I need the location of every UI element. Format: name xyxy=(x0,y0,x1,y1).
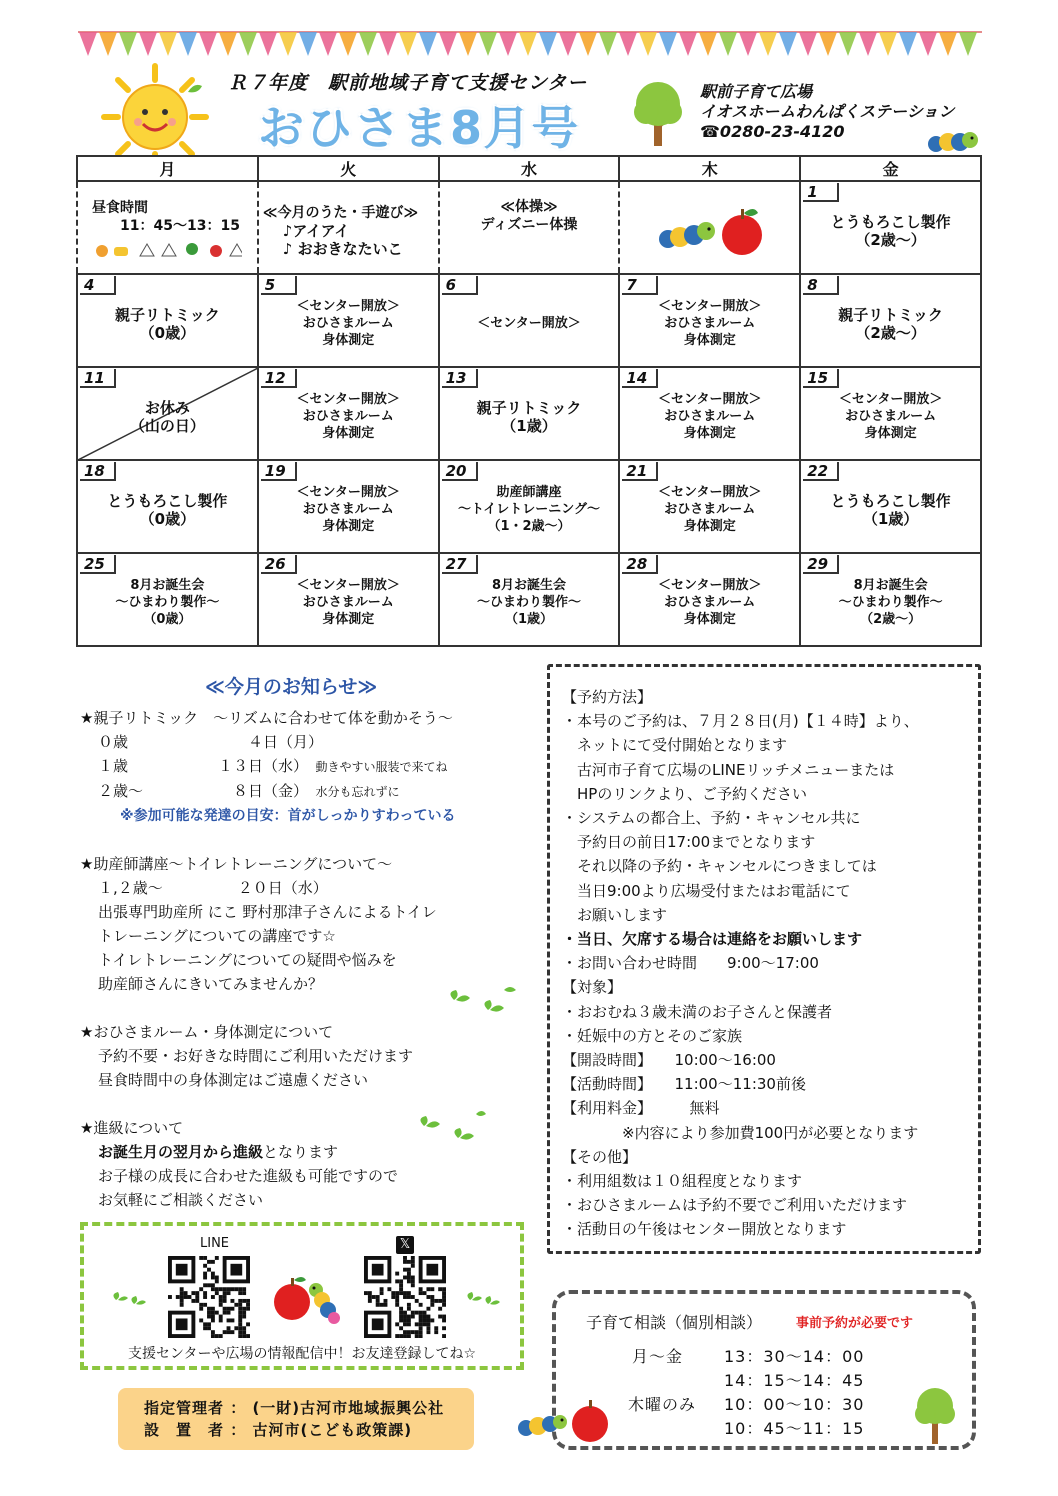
day-number: 13 xyxy=(442,369,478,388)
bunting-flag xyxy=(659,32,677,56)
day-event: とうもろこし製作 （0歳） xyxy=(107,491,228,528)
calendar-day-5 xyxy=(258,274,439,367)
bunting-flag xyxy=(799,32,817,56)
calendar-day-19 xyxy=(258,460,439,553)
calendar-day-27 xyxy=(439,553,620,646)
qr-caption: 支援センターや広場の情報配信中！お友達登録してね☆ xyxy=(128,1346,476,1362)
day-event: 助産師講座 ～トイレトレーニング～ （1・2歳～） xyxy=(457,485,601,534)
sprout-icon xyxy=(462,1284,502,1308)
calendar-week-3 xyxy=(77,367,981,460)
rhythm-age-2-note: 水分も忘れずに xyxy=(315,785,400,799)
weekday-thu: 木 xyxy=(619,156,800,181)
day-number: 7 xyxy=(622,276,658,295)
day-event: ＜センター開放＞ おひさまルーム 身体測定 xyxy=(296,578,400,627)
calendar-day-6 xyxy=(439,274,620,367)
reservation-line: ・活動日の午後はセンター開放となります xyxy=(562,1220,847,1239)
bunting-flag xyxy=(759,32,777,56)
notices-title: ≪今月のお知らせ≫ xyxy=(205,676,378,698)
calendar-week-4 xyxy=(77,460,981,553)
rhythm-age-2 xyxy=(80,779,540,804)
bunting-flag xyxy=(739,32,757,56)
day-event: 親子リトミック （2歳～） xyxy=(838,305,943,342)
bunting-flag xyxy=(459,32,477,56)
bunting-flag xyxy=(279,32,297,56)
reservation-line: 予約日の前日17:00までとなります xyxy=(562,833,816,852)
midwife-title: ★助産師講座～トイレトレーニングについて～ xyxy=(80,855,393,873)
tree-icon xyxy=(630,78,686,148)
reservation-line: ・本号のご予約は、７月２８日(月)【１４時】より、 xyxy=(562,712,919,731)
day-number: 26 xyxy=(261,555,297,574)
weekday-wed: 水 xyxy=(439,156,620,181)
reservation-info-box xyxy=(547,664,981,1254)
advance-line-2: お子様の成長に合わせた進級も可能ですので xyxy=(98,1167,399,1185)
calendar-day-21 xyxy=(619,460,800,553)
day-event: 8月お誕生会 ～ひまわり製作～ （0歳） xyxy=(115,578,220,627)
consult-time-4: 10：45～11：15 xyxy=(724,1419,865,1438)
consult-time-1: 13：30～14：00 xyxy=(724,1347,865,1366)
day-number: 11 xyxy=(80,369,116,388)
bunting-flag xyxy=(959,32,977,56)
day-event: ＜センター開放＞ おひさまルーム 身体測定 xyxy=(658,299,762,348)
bunting-flag xyxy=(319,32,337,56)
phone-number: ☎0280-23-4120 xyxy=(700,122,845,141)
reservation-line: 古河市子育て広場のLINEリッチメニューまたは xyxy=(562,760,895,779)
bunting-flag xyxy=(599,32,617,56)
lunch-title: 昼食時間 xyxy=(92,199,148,216)
midwife-line-1: 出張専門助産所 にこ 野村那津子さんによるトイレ xyxy=(98,903,437,921)
bunting-flag xyxy=(859,32,877,56)
midwife-date: １,２歳～ ２０日（水） xyxy=(98,879,328,897)
calendar-week-2 xyxy=(77,274,981,367)
consult-time-2: 14：15～14：45 xyxy=(724,1371,865,1390)
calendar-day-8 xyxy=(800,274,981,367)
exercise-title: ≪体操≫ xyxy=(500,199,558,215)
day-number: 29 xyxy=(803,555,839,574)
header-subtitle: Ｒ７年度 駅前地域子育て支援センター xyxy=(228,72,588,94)
lunch-time: 11：45～13：15 xyxy=(120,217,240,234)
bunting-flag xyxy=(439,32,457,56)
x-logo-icon: 𝕏 xyxy=(396,1236,414,1254)
bunting-flag xyxy=(579,32,597,56)
bunting-flag xyxy=(879,32,897,56)
day-number: 27 xyxy=(442,555,478,574)
reservation-line: 【対象】 xyxy=(562,978,623,997)
calendar-day-26 xyxy=(258,553,439,646)
midwife-line-4: 助産師さんにきいてみませんか？ xyxy=(98,975,324,993)
day-number: 18 xyxy=(80,462,116,481)
illustration-cell xyxy=(619,181,800,274)
day-number: 1 xyxy=(803,183,839,202)
weekday-header-row xyxy=(77,156,981,181)
rhythm-title: ★親子リトミック ～リズムに合わせて体を動かそう～ xyxy=(80,709,453,727)
bunting-flag xyxy=(919,32,937,56)
day-number: 15 xyxy=(803,369,839,388)
midwife-line-3: トイレトレーニングについての疑問や悩みを xyxy=(98,951,397,969)
exercise-cell xyxy=(439,181,620,274)
page-title: おひさま8月号 xyxy=(258,101,581,155)
rhythm-age-1-date: １歳 １３日（水） xyxy=(98,757,301,775)
room-line-2: 昼食時間中の身体測定はご遠慮ください xyxy=(98,1071,369,1089)
bunting-flag xyxy=(399,32,417,56)
song-1: ♪アイアイ xyxy=(282,221,350,240)
rhythm-age-1 xyxy=(80,754,540,779)
reservation-line: 【利用料金】 無料 xyxy=(562,1099,720,1118)
bunting-flag xyxy=(819,32,837,56)
rhythm-age-0: ０歳 ４日（月） xyxy=(98,733,324,751)
calendar-week-5 xyxy=(77,553,981,646)
calendar-day-7 xyxy=(619,274,800,367)
place-subname: イオスホームわんぱくステーション xyxy=(700,102,955,121)
day-event: とうもろこし製作 （1歳） xyxy=(830,491,951,528)
reservation-line: ネットにて受付開始となります xyxy=(562,736,788,755)
bunting-flag xyxy=(779,32,797,56)
calendar-day-25 xyxy=(77,553,258,646)
song-2: ♪ おおきなたいこ xyxy=(282,239,403,258)
reservation-line: 【活動時間】 11:00～11:30前後 xyxy=(562,1075,806,1094)
day-event: ＜センター開放＞ おひさまルーム 身体測定 xyxy=(658,392,762,441)
bunting-flag xyxy=(159,32,177,56)
bunting-flag xyxy=(139,32,157,56)
manager-line-1: 指定管理者 ： (一財)古河市地域振興公社 xyxy=(144,1399,445,1417)
food-icons xyxy=(92,239,242,259)
rhythm-condition: ※参加可能な発達の目安：首がしっかりすわっている xyxy=(120,808,456,824)
calendar-day-1 xyxy=(800,181,981,274)
reservation-line: 【予約方法】 xyxy=(562,688,653,706)
consult-time-3: 10：00～10：30 xyxy=(724,1395,865,1414)
calendar-day-12 xyxy=(258,367,439,460)
calendar-day-11 xyxy=(77,367,258,460)
day-event: ＜センター開放＞ おひさまルーム 身体測定 xyxy=(838,392,943,441)
reservation-line: ・お問い合わせ時間 9:00～17:00 xyxy=(562,954,819,973)
bunting-flag xyxy=(899,32,917,56)
bunting-flag xyxy=(79,32,97,56)
bunting-decoration xyxy=(78,30,982,60)
calendar-day-28 xyxy=(619,553,800,646)
weekday-tue: 火 xyxy=(258,156,439,181)
advance-title: ★進級について xyxy=(80,1119,184,1137)
day-event: ＜センター開放＞ おひさまルーム 身体測定 xyxy=(296,485,400,534)
line-label: LINE xyxy=(200,1236,230,1251)
advance-bold: お誕生月の翌月から進級 xyxy=(98,1143,264,1161)
bunting-flag xyxy=(479,32,497,56)
sprout-icon xyxy=(414,1108,486,1142)
reservation-line: ・妊娠中の方とそのご家族 xyxy=(562,1026,743,1045)
day-number: 21 xyxy=(622,462,658,481)
song-title: ≪今月のうた・手遊び≫ xyxy=(262,204,419,221)
day-number: 22 xyxy=(803,462,839,481)
day-event: 8月お誕生会 ～ひまわり製作～ （2歳～） xyxy=(838,578,943,627)
bunting-flag xyxy=(119,32,137,56)
calendar-day-18 xyxy=(77,460,258,553)
reservation-line: 【開設時間】 10:00～16:00 xyxy=(562,1051,776,1070)
day-event: お休み （山の日） xyxy=(129,398,205,435)
consult-note: 事前予約が必要です xyxy=(796,1316,914,1331)
bunting-flag xyxy=(259,32,277,56)
room-title: ★おひさまルーム・身体測定について xyxy=(80,1023,334,1041)
day-event: とうもろこし製作 （2歳～） xyxy=(830,212,951,249)
day-number: 5 xyxy=(261,276,297,295)
bunting-flag xyxy=(419,32,437,56)
tree-icon xyxy=(912,1384,958,1446)
reservation-line: それ以降の予約・キャンセルにつきましては xyxy=(562,857,877,876)
calendar-day-15 xyxy=(800,367,981,460)
bunting-flag xyxy=(179,32,197,56)
reservation-line: HPのリンクより、ご予約ください xyxy=(562,784,808,803)
sprout-icon xyxy=(108,1284,148,1308)
rhythm-age-1-note: 動きやすい服装で来てね xyxy=(315,760,448,774)
advance-line-1 xyxy=(80,1140,540,1164)
bunting-flag xyxy=(639,32,657,56)
bunting-flag xyxy=(559,32,577,56)
bunting-flag xyxy=(299,32,317,56)
bunting-flag xyxy=(539,32,557,56)
day-event: ＜センター開放＞ おひさまルーム 身体測定 xyxy=(658,578,762,627)
sprout-icon xyxy=(444,980,516,1014)
weekday-mon: 月 xyxy=(77,156,258,181)
bunting-flag xyxy=(199,32,217,56)
reservation-line: ・おおむね３歳未満のお子さんと保護者 xyxy=(562,1002,833,1021)
calendar-day-4 xyxy=(77,274,258,367)
day-event: 8月お誕生会 ～ひまわり製作～ （1歳） xyxy=(476,578,581,627)
day-number: 4 xyxy=(80,276,116,295)
caterpillar-icon xyxy=(926,128,978,154)
day-number: 12 xyxy=(261,369,297,388)
bunting-flag xyxy=(519,32,537,56)
bunting-flag xyxy=(679,32,697,56)
consult-title: 子育て相談（個別相談） xyxy=(586,1313,763,1332)
day-event: ＜センター開放＞ xyxy=(477,316,581,331)
advance-rest: となります xyxy=(263,1143,339,1161)
day-number: 25 xyxy=(80,555,116,574)
bunting-flag xyxy=(719,32,737,56)
day-number: 19 xyxy=(261,462,297,481)
day-number: 28 xyxy=(622,555,658,574)
reservation-line: ・当日、欠席する場合は連絡をお願いします xyxy=(562,930,863,949)
reservation-line: ・おひさまルームは予約不要でご利用いただけます xyxy=(562,1196,908,1215)
reservation-line: ※内容により参加費100円が必要となります xyxy=(562,1123,919,1142)
exercise-name: ディズニー体操 xyxy=(480,217,578,233)
calendar-day-29 xyxy=(800,553,981,646)
bunting-flag xyxy=(99,32,117,56)
reservation-line: 【その他】 xyxy=(562,1147,638,1166)
day-event: ＜センター開放＞ おひさまルーム 身体測定 xyxy=(296,299,400,348)
bunting-flag xyxy=(839,32,857,56)
manager-line-2: 設 置 者 ： 古河市(こども政策課) xyxy=(144,1421,413,1439)
consult-day-2: 木曜のみ xyxy=(628,1395,697,1414)
rhythm-age-2-date: ２歳～ ８日（金） xyxy=(98,782,301,800)
bunting-flag xyxy=(939,32,957,56)
song-cell xyxy=(258,181,439,274)
reservation-line: ・システムの都合上、予約・キャンセル共に xyxy=(562,809,861,828)
bunting-flag xyxy=(239,32,257,56)
calendar-day-20 xyxy=(439,460,620,553)
day-number: 14 xyxy=(622,369,658,388)
apple-caterpillar-icon xyxy=(270,1268,350,1324)
weekday-fri: 金 xyxy=(800,156,981,181)
x-qr-code[interactable] xyxy=(364,1256,446,1338)
manager-info xyxy=(118,1388,474,1450)
bunting-flag xyxy=(619,32,637,56)
day-number: 6 xyxy=(442,276,478,295)
day-number: 20 xyxy=(442,462,478,481)
day-number: 8 xyxy=(803,276,839,295)
caterpillar-apple-icon xyxy=(514,1396,614,1444)
reservation-line: ・利用組数は１０組程度となります xyxy=(562,1172,803,1191)
calendar-day-13 xyxy=(439,367,620,460)
consult-day-1: 月～金 xyxy=(632,1347,684,1366)
calendar-day-22 xyxy=(800,460,981,553)
reservation-line: お願いします xyxy=(562,905,668,924)
room-line-1: 予約不要・お好きな時間にご利用いただけます xyxy=(98,1047,414,1065)
day-event: ＜センター開放＞ おひさまルーム 身体測定 xyxy=(658,485,762,534)
advance-line-3: お気軽にご相談ください xyxy=(98,1191,264,1209)
day-event: 親子リトミック （1歳） xyxy=(476,398,582,435)
line-qr-code[interactable] xyxy=(168,1256,250,1338)
calendar-day-14 xyxy=(619,367,800,460)
midwife-line-2: トレーニングについての講座です☆ xyxy=(98,927,336,945)
reservation-line: 当日9:00より広場受付またはお電話にて xyxy=(562,881,851,900)
bunting-flag xyxy=(699,32,717,56)
lunch-time-cell xyxy=(77,181,258,274)
bunting-flag xyxy=(339,32,357,56)
qr-code-box xyxy=(80,1222,524,1370)
calendar-week-1 xyxy=(77,181,981,274)
bunting-flag xyxy=(499,32,517,56)
calendar-table xyxy=(76,155,982,647)
day-event: ＜センター開放＞ おひさまルーム 身体測定 xyxy=(296,392,400,441)
place-name: 駅前子育て広場 xyxy=(700,82,813,101)
bunting-flag xyxy=(219,32,237,56)
caterpillar-apple-icon xyxy=(650,199,770,259)
bunting-flag xyxy=(379,32,397,56)
day-event: 親子リトミック （0歳） xyxy=(115,305,220,342)
bunting-flag xyxy=(359,32,377,56)
